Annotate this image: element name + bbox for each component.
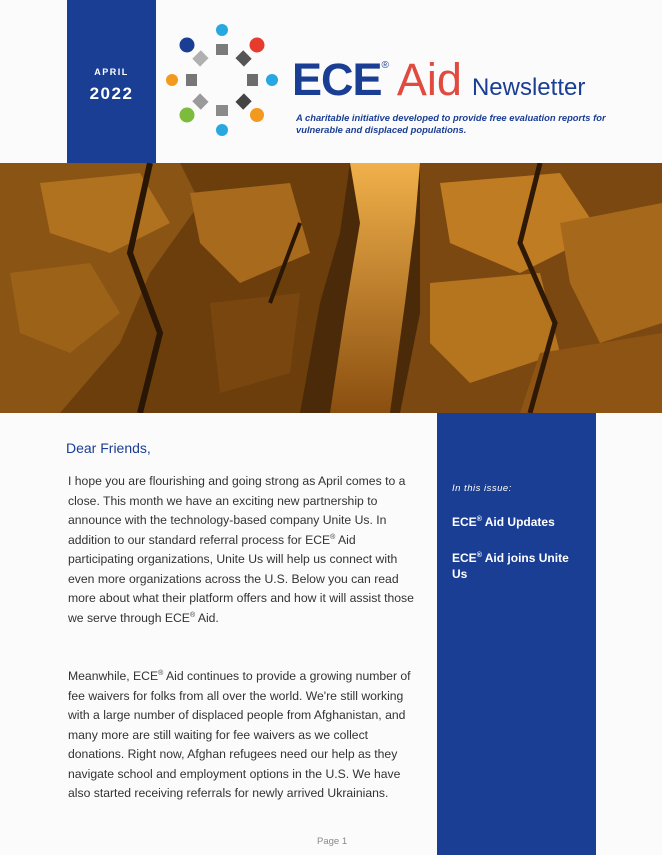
sidebar-heading: In this issue: xyxy=(452,483,512,494)
brand-registered-mark: ® xyxy=(381,60,389,71)
issue-year: 2022 xyxy=(89,84,134,103)
brand-newsletter: Newsletter xyxy=(471,74,586,101)
ece-aid-logo-icon xyxy=(166,24,278,136)
sidebar-item-joins-unite-us[interactable]: ECE® Aid joins Unite Us xyxy=(452,551,569,581)
in-this-issue-sidebar xyxy=(437,413,596,855)
tagline: A charitable initiative developed to provide free evaluation reports for vulnerable and displaced populations. xyxy=(296,112,606,135)
date-tab xyxy=(67,0,156,163)
issue-month: APRIL xyxy=(94,67,129,77)
hero-canyon-image xyxy=(0,163,662,413)
brand-aid: Aid xyxy=(396,54,462,105)
page-number: Page 1 xyxy=(317,836,348,847)
brand-ece: ECE xyxy=(292,54,382,105)
update-paragraph: Meanwhile, ECE® Aid continues to provide a growing number of fee waivers for folks from all over the world. We're still working with a large number of displaced people from Afghanistan, and many more are still waiting for fee waivers as we collect donations. Right now, Afghan refugees need our help as they navigate school and employment options in the U.S. We have also started receiving referrals for newly arrived Ukrainians. xyxy=(68,669,411,800)
intro-paragraph: I hope you are flourishing and going strong as April comes to a close. This month we have an exciting new partnership to announce with the technology-based company Unite Us. In addition to our standard referral process for ECE® Aid participating organizations, Unite Us will help us connect with even more organizations across the U.S. Below you can read more about what their platform offers and how it will assist those we serve through ECE® Aid. xyxy=(68,474,414,625)
newsletter-title xyxy=(292,54,585,104)
greeting: Dear Friends, xyxy=(66,440,151,456)
sidebar-item-aid-updates[interactable]: ECE® Aid Updates xyxy=(452,515,555,529)
